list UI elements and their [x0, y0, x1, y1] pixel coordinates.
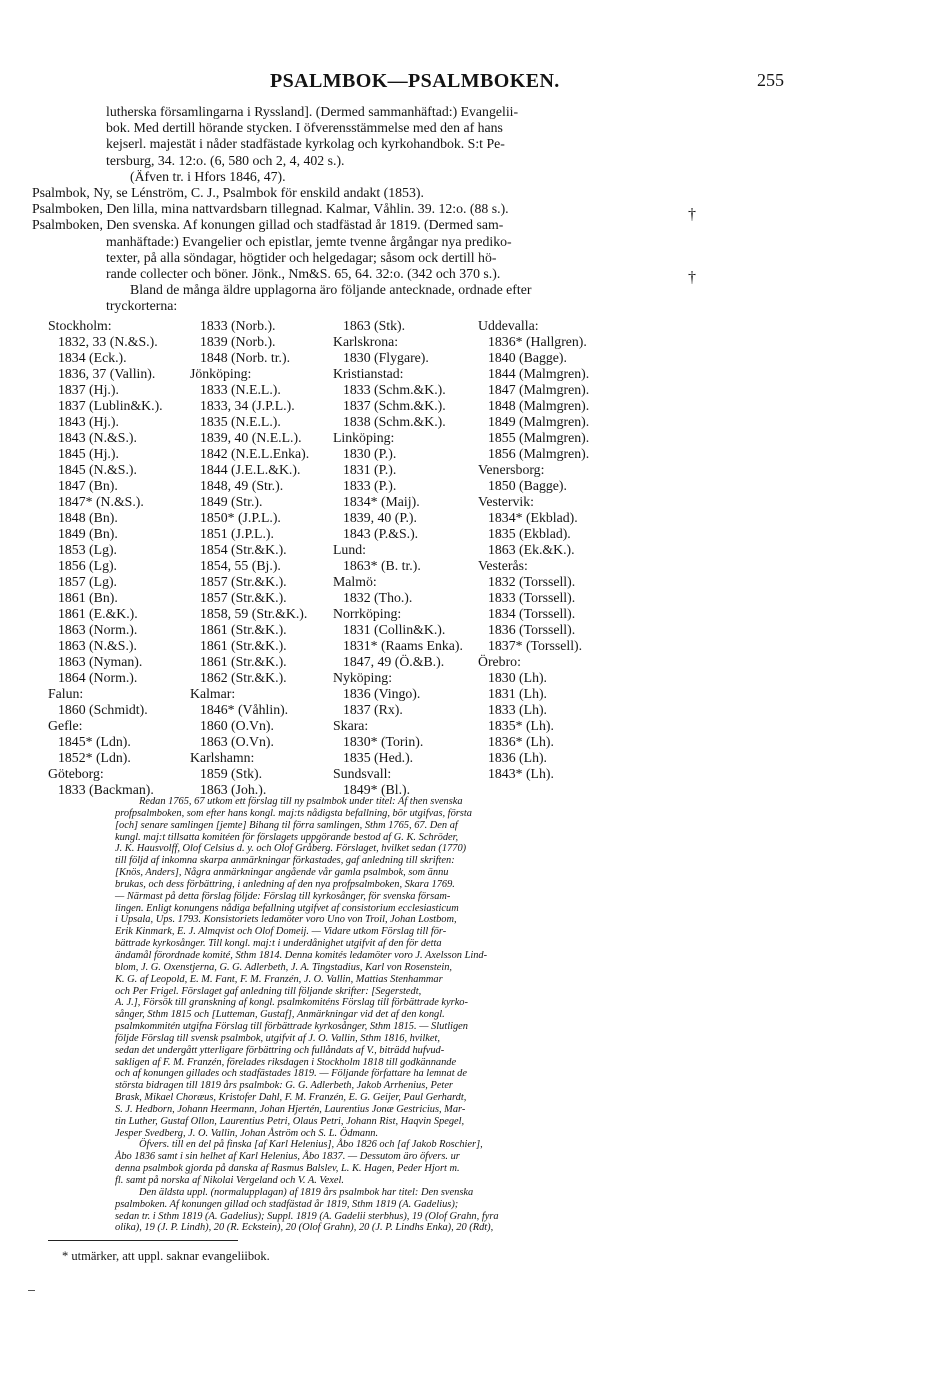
note-line: sånger, Sthm 1815 och [Lutteman, Gustaf], Anmärkningar vid det af den kongl. [115, 1009, 445, 1021]
edition-entry: 1855 (Malmgren). [488, 430, 590, 445]
dagger-mark: † [688, 206, 696, 223]
note-line: denna psalmbok gjorda på danska af Rasmus Balslev, L. K. Hagen, Peder Hjort m. [115, 1163, 460, 1175]
edition-entry: 1850* (J.P.L.). [200, 510, 281, 525]
list-column [333, 318, 463, 798]
edition-entry: 1863 (Nyman). [58, 654, 143, 669]
edition-entry: 1859 (Stk). [200, 766, 263, 781]
note-line: J. K. Hausvolff, Olof Celsius d. y. och Olof Gråberg. Förslaget, hvilket sedan (1770) [115, 843, 467, 855]
note-line: kungl. maj:t tillsatta komitéen för förslagets uppgörande bestod af G. K. Schröder, [115, 831, 459, 843]
note-line: A. J.], Försök till granskning af kongl. psalmkomiténs Förslag till förbättrade kyrko- [115, 997, 468, 1009]
note-line: [och] senare samlingen [jemte] Bihang til förra samlingen, Sthm 1765, 67. Den af [115, 819, 458, 831]
place-heading: Jönköping: [190, 366, 252, 381]
note-line: ändamål förordnade komité, Sthm 1814. Denna komités ledamöter voro J. Axelsson Lind- [115, 949, 488, 961]
entry-line: bok. Med dertill hörande stycken. I öfverensstämmelse med den af hans [106, 120, 503, 136]
edition-entry: 1840 (Bagge). [488, 350, 567, 365]
place-heading: Lund: [333, 542, 366, 557]
edition-entry: 1833 (P.). [343, 478, 397, 493]
edition-entry: 1863 (Ek.&K.). [488, 542, 575, 557]
note-line: och af konungen gillades och stadfästades 1819. — Följande författare ha lemnat de [115, 1068, 467, 1080]
edition-entry: 1849 (Malmgren). [488, 414, 590, 429]
note-line: tin Luther, Gustaf Ollon, Laurentius Petri, Olaus Petri, Johann Rist, Haqvin Spegel, [115, 1115, 465, 1127]
edition-entry: 1836 (Torssell). [488, 622, 576, 637]
edition-entry: 1851 (J.P.L.). [200, 526, 274, 541]
place-heading: Gefle: [48, 718, 83, 733]
place-heading: Skara: [333, 718, 369, 733]
edition-entry: 1863* (B. tr.). [343, 558, 421, 573]
edition-entry: 1849 (Str.). [200, 494, 263, 509]
entry-line: texter, på alla söndagar, högtider och helgedagar; såsom ock dertill hö- [106, 249, 497, 265]
edition-entry: 1836 (Vingo). [343, 686, 421, 701]
edition-entry: 1844 (J.E.L.&K.). [200, 462, 301, 477]
list-column [190, 318, 309, 798]
edition-entry: 1848 (Norb. tr.). [200, 350, 291, 365]
note-line: sedan det undergått ytterligare förbättring och fullåndats af V., biträdd hufvud- [115, 1044, 445, 1056]
place-heading: Vesterås: [478, 558, 528, 573]
entry-line: tryckorterna: [106, 298, 178, 314]
footnote-rule [48, 1240, 238, 1241]
note-line: Åbo 1836 samt i sin helhet af Karl Helenius, Åbo 1837. — Dessutom äro öfvers. ur [115, 1151, 460, 1163]
edition-entry: 1861 (E.&K.). [58, 606, 138, 621]
edition-entry: 1862 (Str.&K.). [200, 670, 287, 685]
edition-entry: 1839, 40 (N.E.L.). [200, 430, 302, 445]
note-line: K. G. af Leopold, E. M. Fant, F. M. Franzén, J. O. Vallin, Mattias Stenhammar [115, 973, 443, 985]
edition-entry: 1837* (Torssell). [488, 638, 583, 653]
edition-entry: 1857 (Str.&K.). [200, 590, 287, 605]
edition-entry: 1836, 37 (Vallin). [58, 366, 156, 381]
edition-entry: 1847* (N.&S.). [58, 494, 144, 509]
place-heading: Norrköping: [333, 606, 402, 621]
note-line: Den äldsta uppl. (normalupplagan) af 1819 års psalmbok har titel: Den svenska [139, 1186, 474, 1198]
edition-entry: 1860 (Schmidt). [58, 702, 148, 717]
edition-entry: 1834 (Torssell). [488, 606, 576, 621]
edition-entry: 1843 (Hj.). [58, 414, 119, 429]
edition-entry: 1863 (Joh.). [200, 782, 267, 797]
page-number: 255 [757, 70, 784, 90]
edition-entry: 1836* (Lh). [488, 734, 554, 749]
edition-entry: 1844 (Malmgren). [488, 366, 590, 381]
footnote: * utmärker, att uppl. saknar evangeliibok. [62, 1249, 270, 1263]
place-heading: Linköping: [333, 430, 395, 445]
entry-line: Bland de många äldre upplagorna äro följande antecknade, ordnade efter [130, 282, 532, 298]
edition-entry: 1831 (Collin&K.). [343, 622, 446, 637]
edition-entry: 1863 (O.Vn). [200, 734, 274, 749]
edition-entry: 1833 (Lh). [488, 702, 548, 717]
edition-entry: 1842 (N.E.L.Enka). [200, 446, 310, 461]
edition-entry: 1856 (Malmgren). [488, 446, 590, 461]
edition-entry: 1835 (N.E.L.). [200, 414, 281, 429]
edition-entry: 1860 (O.Vn). [200, 718, 274, 733]
edition-entry: 1857 (Lg). [58, 574, 118, 589]
edition-entry: 1847 (Malmgren). [488, 382, 590, 397]
edition-entry: 1833 (Torssell). [488, 590, 576, 605]
edition-entry: 1850 (Bagge). [488, 478, 567, 493]
note-line: S. J. Hedborn, Johann Heermann, Johan Hjertén, Laurentius Jonæ Gestricius, Mar- [115, 1103, 466, 1115]
edition-entry: 1849* (Bl.). [343, 782, 411, 797]
note-line: sakligen af F. M. Franzén, förelades riksdagen i Stockholm 1818 till godkännande [115, 1056, 457, 1068]
note-line: — Närmast på detta förslag följde: Förslag till kyrkosånger, för svenska försam- [115, 890, 451, 902]
edition-entry: 1833 (Norb.). [200, 318, 276, 333]
entry-line: Psalmboken, Den lilla, mina nattvardsbarn tillegnad. Kalmar, Våhlin. 39. 12:o. (88 s.). [32, 201, 509, 217]
edition-entry: 1852* (Ldn). [58, 750, 131, 765]
entry-line: manhäftade:) Evangelier och epistlar, jemte tvenne årgångar nya prediko- [106, 233, 512, 249]
edition-entry: 1836* (Hallgren). [488, 334, 587, 349]
note-line: till följd af inkomna skarpa anmärkningar förkastades, gaf anledning till skriften: [115, 855, 455, 867]
edition-entry: 1861 (Str.&K.). [200, 622, 287, 637]
edition-entry: 1830 (Lh). [488, 670, 548, 685]
edition-entry: 1839, 40 (P.). [343, 510, 417, 525]
note-line: psalmkommitén utgifna Förslag till förbättrade kyrkosånger, Sthm 1815. — Slutligen [115, 1021, 468, 1033]
edition-entry: 1834* (Maij). [343, 494, 420, 509]
note-line: Öfvers. till en del på finska [af Karl Helenius], Åbo 1826 och [af Jakob Roschier], [139, 1139, 483, 1151]
note-line: profpsalmboken, som efter hans kongl. maj:ts nådigsta befallning, bör utgifvas, första [115, 807, 472, 819]
note-line: Redan 1765, 67 utkom ett förslag till ny psalmbok under titel: Af then svenska [139, 796, 463, 807]
edition-entry: 1854 (Str.&K.). [200, 542, 287, 557]
edition-entry: 1839 (Norb.). [200, 334, 276, 349]
edition-entry: 1837 (Rx). [343, 702, 403, 717]
place-heading: Sundsvall: [333, 766, 392, 781]
note-line: olika), 19 (J. P. Lindh), 20 (R. Eckstein), 20 (Olof Grahn), 20 (J. P. Lindhs Enka), 20 (Rdt), [115, 1222, 494, 1234]
place-heading: Nyköping: [333, 670, 393, 685]
edition-entry: 1833, 34 (J.P.L.). [200, 398, 295, 413]
entry-text [32, 104, 618, 315]
edition-entry: 1837 (Hj.). [58, 382, 119, 397]
edition-entry: 1861 (Str.&K.). [200, 638, 287, 653]
place-heading: Venersborg: [478, 462, 545, 477]
place-heading: Uddevalla: [478, 318, 539, 333]
note-line: sedan tr. i Sthm 1819 (A. Gadelius); Suppl. 1819 (A. Gadelii sterbhus), 19 (Olof Grahn, fyra [115, 1210, 499, 1222]
edition-entry: 1857 (Str.&K.). [200, 574, 287, 589]
entry-line: rande collecter och böner. Jönk., Nm&S. 65, 64. 32:o. (342 och 370 s.). [106, 266, 501, 282]
edition-entry: 1835* (Lh). [488, 718, 554, 733]
note-line: Brask, Mikael Choræus, Kristofer Dahl, F. M. Franzén, E. G. Geijer, Paul Gerhardt, [115, 1092, 467, 1104]
edition-entry: 1831 (P.). [343, 462, 397, 477]
note-line: lingen. Enligt konungens nådiga befallning utgifvet af consistorium ecclesiasticum [115, 902, 459, 914]
edition-entry: 1834 (Eck.). [58, 350, 127, 365]
edition-entry: 1847 (Bn). [58, 478, 118, 493]
place-heading: Vestervik: [478, 494, 534, 509]
place-heading: Kristianstad: [333, 366, 404, 381]
historical-note [115, 796, 615, 1234]
note-line: största bidragen till 1819 års psalmbok: G. G. Adlerbeth, Jakob Arrhenius, Peter [115, 1080, 453, 1092]
entry-line: kejserl. majestät i nåder stadfästade kyrkolag och kyrkohandbok. S:t Pe- [106, 136, 505, 152]
edition-entry: 1831* (Raams Enka). [343, 638, 463, 653]
note-line: i Upsala, Ups. 1793. Konsistoriets ledamöter voro Uno von Troil, Johan Lostbom, [115, 914, 457, 926]
edition-entry: 1861 (Bn). [58, 590, 118, 605]
edition-entry: 1831 (Lh). [488, 686, 548, 701]
edition-entry: 1830 (Flygare). [343, 350, 429, 365]
edition-entry: 1834* (Ekblad). [488, 510, 578, 525]
place-heading: Karlshamn: [190, 750, 255, 765]
edition-entry: 1854, 55 (Bj.). [200, 558, 281, 573]
note-line: brukas, och dess förbättring, i anledning af den nya profpsalmboken, Skara 1769. [115, 878, 455, 890]
edition-entry: 1845 (N.&S.). [58, 462, 137, 477]
edition-entry: 1848 (Malmgren). [488, 398, 590, 413]
edition-entry: 1838 (Schm.&K.). [343, 414, 446, 429]
edition-entry: 1846* (Våhlin). [200, 702, 289, 717]
edition-entry: 1843 (N.&S.). [58, 430, 137, 445]
place-heading: Falun: [48, 686, 84, 701]
edition-entry: 1832 (Torssell). [488, 574, 576, 589]
place-heading: Göteborg: [48, 766, 104, 781]
note-line: följde Förslag till svensk psalmbok, utgifvit af J. O. Vallin, Sthm 1816, hvilket, [115, 1032, 440, 1044]
place-heading: Kalmar: [190, 686, 236, 701]
note-line: fl. samt på norska af Nikolai Vergeland och V. A. Vexel. [115, 1175, 344, 1186]
edition-entry: 1848, 49 (Str.). [200, 478, 284, 493]
note-line: Jesper Svedberg, J. O. Vallin, Johan Åström och S. L. Ödmann. [115, 1127, 379, 1139]
edition-entry: 1861 (Str.&K.). [200, 654, 287, 669]
entry-line: (Äfven tr. i Hfors 1846, 47). [130, 168, 286, 184]
list-column [48, 318, 163, 798]
edition-entry: 1837 (Lublin&K.). [58, 398, 163, 413]
edition-entry: 1847, 49 (Ö.&B.). [343, 654, 445, 669]
edition-entry: 1833 (N.E.L.). [200, 382, 281, 397]
edition-entry: 1863 (Stk). [343, 318, 406, 333]
edition-entry: 1856 (Lg). [58, 558, 118, 573]
entry-line: Psalmboken, Den svenska. Af konungen gillad och stadfästad år 1819. (Dermed sam- [32, 217, 504, 233]
note-line: bättrade kyrkosånger. Till kongl. maj:t i underdånighet utgifvit af den för detta [115, 938, 442, 950]
place-heading: Malmö: [333, 574, 377, 589]
edition-entry: 1837 (Schm.&K.). [343, 398, 446, 413]
list-column [478, 318, 589, 782]
edition-entry: 1830 (P.). [343, 446, 397, 461]
edition-entry: 1833 (Schm.&K.). [343, 382, 446, 397]
note-line: Erik Kinmark, E. J. Almqvist och Olof Domeij. — Vidare utkom Förslag till för- [115, 926, 447, 938]
note-line: psalmboken. Af konungen gillad och stadfästad år 1819, Sthm 1819 (A. Gadelius); [115, 1198, 459, 1210]
note-line: blom, J. G. Oxenstjerna, G. G. Adlerbeth, J. A. Tingstadius, Karl von Rosenstein, [115, 961, 452, 973]
entry-line: Psalmbok, Ny, se Lénström, C. J., Psalmbok för enskild andakt (1853). [32, 185, 424, 201]
edition-entry: 1832 (Tho.). [343, 590, 413, 605]
edition-entry: 1843 (P.&S.). [343, 526, 419, 541]
place-heading: Stockholm: [48, 318, 112, 333]
edition-entry: 1853 (Lg). [58, 542, 118, 557]
edition-entry: 1835 (Hed.). [343, 750, 414, 765]
edition-entry: 1848 (Bn). [58, 510, 118, 525]
edition-entry: 1836 (Lh). [488, 750, 548, 765]
edition-entry: 1830* (Torin). [343, 734, 424, 749]
edition-entry: 1832, 33 (N.&S.). [58, 334, 158, 349]
note-line: [Knös, Anders], Några anmärkningar angående vår gamla psalmbok, som ännu [115, 867, 449, 879]
edition-entry: 1843* (Lh). [488, 766, 554, 781]
margin-tick [28, 1290, 35, 1291]
place-heading: Karlskrona: [333, 334, 399, 349]
edition-entry: 1845* (Ldn). [58, 734, 131, 749]
edition-entry: 1849 (Bn). [58, 526, 118, 541]
edition-entry: 1864 (Norm.). [58, 670, 138, 685]
edition-entry: 1858, 59 (Str.&K.). [200, 606, 308, 621]
edition-entry: 1833 (Backman). [58, 782, 154, 797]
edition-entry: 1863 (Norm.). [58, 622, 138, 637]
running-header: PSALMBOK—PSALMBOKEN. [270, 70, 560, 92]
dagger-mark: † [688, 269, 696, 286]
entry-line: tersburg, 34. 12:o. (6, 580 och 2, 4, 402 s.). [106, 152, 345, 168]
printing-lists [0, 318, 928, 798]
edition-entry: 1845 (Hj.). [58, 446, 119, 461]
edition-entry: 1863 (N.&S.). [58, 638, 137, 653]
edition-entry: 1835 (Ekblad). [488, 526, 571, 541]
place-heading: Örebro: [478, 654, 521, 669]
note-line: och Per Frigel. Förslaget gaf anledning till följande skrifter: [Segerstedt, [115, 985, 422, 997]
entry-line: lutherska församlingarna i Ryssland]. (Dermed sammanhäftad:) Evangelii- [106, 104, 519, 119]
